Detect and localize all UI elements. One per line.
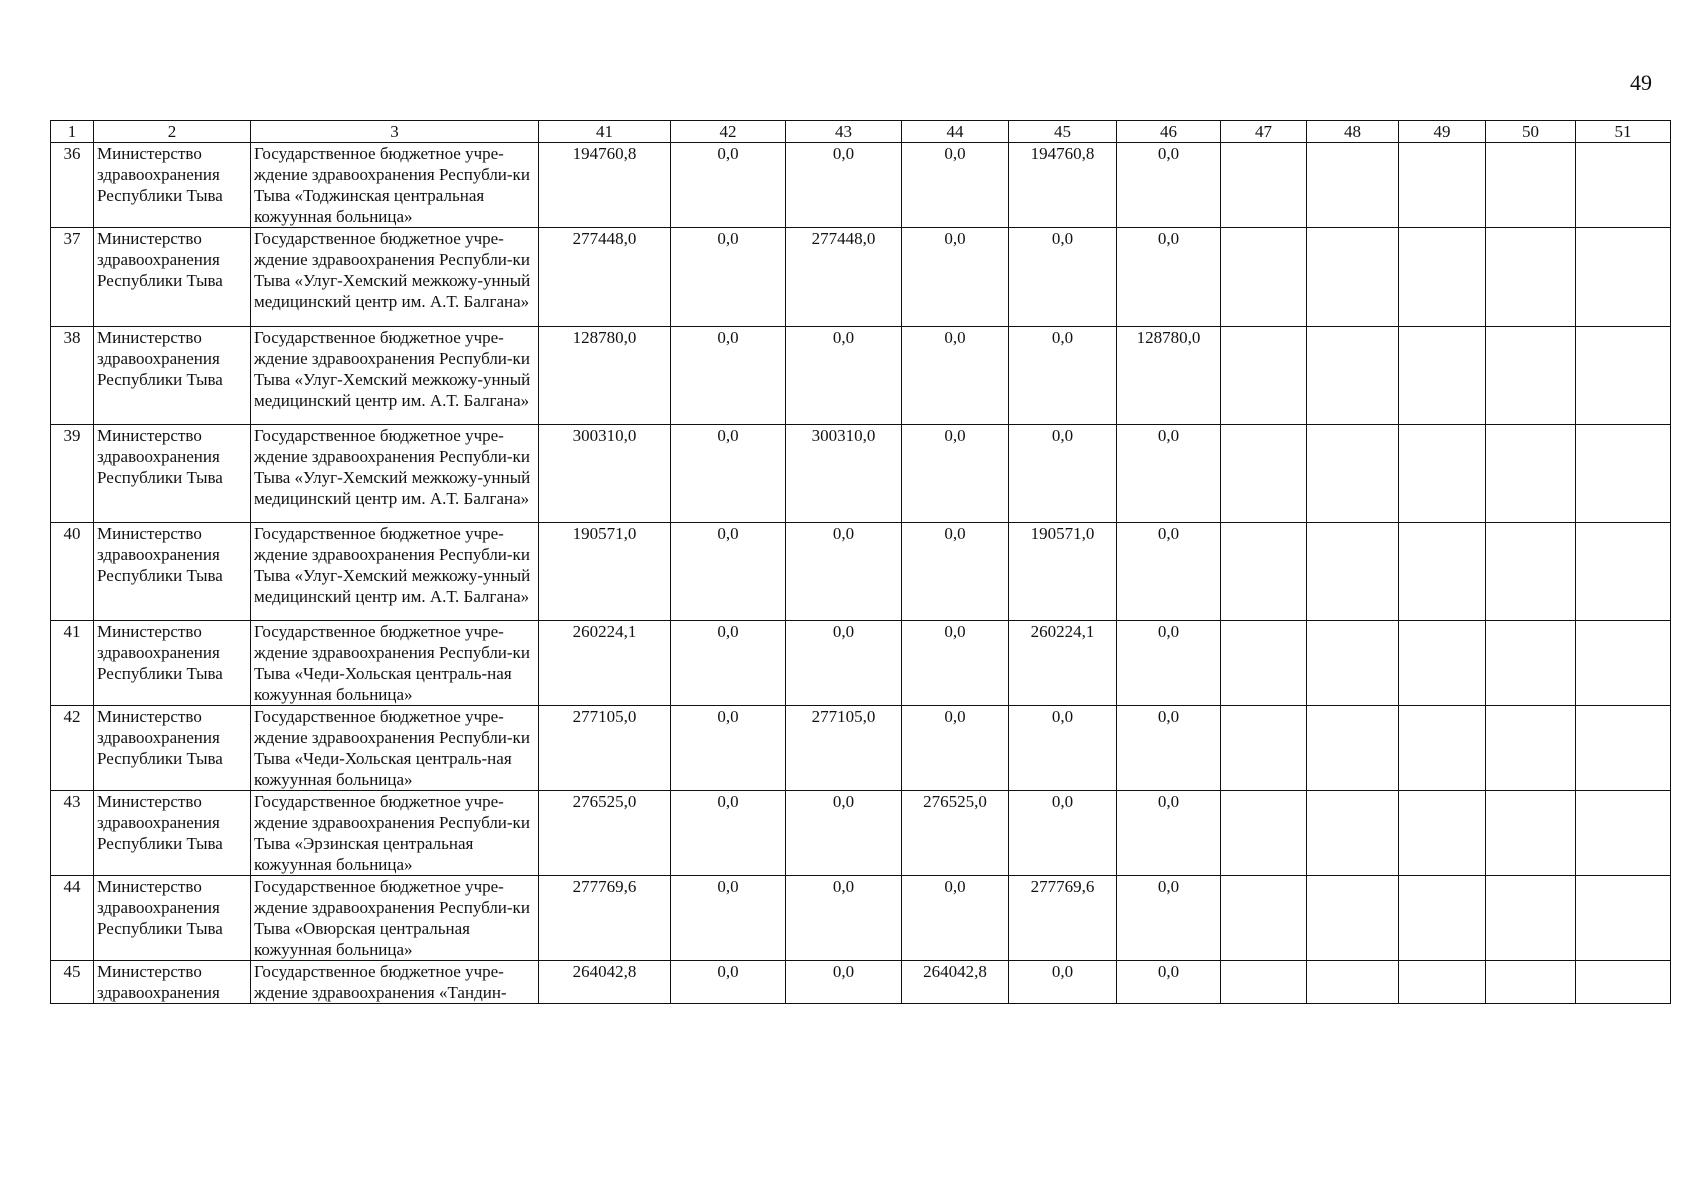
value-cell <box>1307 961 1399 1004</box>
organization-cell: Министерство здравоохранения Республики Тыва <box>94 876 251 961</box>
value-cell <box>1576 523 1671 621</box>
value-cell: 0,0 <box>902 228 1009 327</box>
value-cell: 0,0 <box>1117 228 1221 327</box>
value-cell <box>1486 876 1576 961</box>
row-number: 37 <box>51 228 94 327</box>
value-cell <box>1399 621 1486 706</box>
value-cell: 277448,0 <box>786 228 902 327</box>
value-cell <box>1399 876 1486 961</box>
value-cell <box>1399 425 1486 523</box>
table-row <box>51 876 1671 961</box>
value-cell: 277769,6 <box>1009 876 1117 961</box>
value-cell <box>1307 425 1399 523</box>
column-header: 41 <box>539 121 671 143</box>
value-cell: 300310,0 <box>539 425 671 523</box>
value-cell: 0,0 <box>671 523 786 621</box>
value-cell: 190571,0 <box>539 523 671 621</box>
column-header: 51 <box>1576 121 1671 143</box>
table-row <box>51 327 1671 425</box>
page-number: 49 <box>1630 70 1652 95</box>
value-cell <box>1486 961 1576 1004</box>
row-number: 42 <box>51 706 94 791</box>
table-row <box>51 791 1671 876</box>
value-cell <box>1221 425 1307 523</box>
organization-cell: Министерство здравоохранения Республики Тыва <box>94 791 251 876</box>
value-cell: 0,0 <box>1117 523 1221 621</box>
value-cell: 0,0 <box>1117 706 1221 791</box>
table-row <box>51 961 1671 1004</box>
table-body <box>51 143 1671 1004</box>
institution-cell: Государственное бюджетное учре-ждение здравоохранения Республи-ки Тыва «Улуг-Хемский межкожу-унный медицинский центр им. А.Т. Балгана» <box>251 425 539 523</box>
value-cell: 0,0 <box>1117 425 1221 523</box>
row-number: 39 <box>51 425 94 523</box>
column-header: 47 <box>1221 121 1307 143</box>
value-cell: 277448,0 <box>539 228 671 327</box>
value-cell: 264042,8 <box>539 961 671 1004</box>
value-cell <box>1221 327 1307 425</box>
value-cell <box>1221 706 1307 791</box>
value-cell <box>1307 706 1399 791</box>
value-cell: 277769,6 <box>539 876 671 961</box>
value-cell <box>1576 876 1671 961</box>
value-cell: 0,0 <box>786 621 902 706</box>
table-row <box>51 425 1671 523</box>
value-cell: 0,0 <box>671 228 786 327</box>
organization-cell: Министерство здравоохранения Республики Тыва <box>94 228 251 327</box>
value-cell: 0,0 <box>1117 876 1221 961</box>
value-cell: 0,0 <box>1117 621 1221 706</box>
value-cell: 0,0 <box>902 425 1009 523</box>
table-row <box>51 523 1671 621</box>
value-cell: 194760,8 <box>1009 143 1117 228</box>
value-cell: 264042,8 <box>902 961 1009 1004</box>
value-cell <box>1399 143 1486 228</box>
value-cell: 0,0 <box>671 425 786 523</box>
value-cell: 260224,1 <box>539 621 671 706</box>
row-number: 36 <box>51 143 94 228</box>
row-number: 45 <box>51 961 94 1004</box>
column-header: 48 <box>1307 121 1399 143</box>
value-cell: 0,0 <box>1117 961 1221 1004</box>
value-cell <box>1576 791 1671 876</box>
organization-cell: Министерство здравоохранения Республики Тыва <box>94 621 251 706</box>
row-number: 44 <box>51 876 94 961</box>
value-cell <box>1307 327 1399 425</box>
value-cell: 0,0 <box>1009 706 1117 791</box>
value-cell: 0,0 <box>902 327 1009 425</box>
table-row <box>51 228 1671 327</box>
value-cell <box>1399 327 1486 425</box>
organization-cell: Министерство здравоохранения Республики Тыва <box>94 425 251 523</box>
value-cell: 0,0 <box>1009 327 1117 425</box>
value-cell <box>1576 961 1671 1004</box>
value-cell: 0,0 <box>671 791 786 876</box>
institution-cell: Государственное бюджетное учре-ждение здравоохранения Республи-ки Тыва «Улуг-Хемский межкожу-унный медицинский центр им. А.Т. Балгана» <box>251 327 539 425</box>
value-cell: 0,0 <box>1009 961 1117 1004</box>
column-header: 45 <box>1009 121 1117 143</box>
value-cell <box>1307 791 1399 876</box>
value-cell: 0,0 <box>786 143 902 228</box>
column-header: 49 <box>1399 121 1486 143</box>
value-cell <box>1576 706 1671 791</box>
value-cell <box>1486 143 1576 228</box>
institution-cell: Государственное бюджетное учре-ждение здравоохранения Республи-ки Тыва «Эрзинская центральная кожуунная больница» <box>251 791 539 876</box>
value-cell: 0,0 <box>671 621 786 706</box>
row-number: 38 <box>51 327 94 425</box>
value-cell: 0,0 <box>1117 791 1221 876</box>
value-cell: 0,0 <box>671 876 786 961</box>
value-cell <box>1221 791 1307 876</box>
column-header: 44 <box>902 121 1009 143</box>
organization-cell: Министерство здравоохранения <box>94 961 251 1004</box>
institution-cell: Государственное бюджетное учре-ждение здравоохранения Республи-ки Тыва «Чеди-Хольская централь-ная кожуунная больница» <box>251 706 539 791</box>
value-cell <box>1307 876 1399 961</box>
value-cell: 0,0 <box>671 961 786 1004</box>
value-cell: 0,0 <box>1009 228 1117 327</box>
value-cell <box>1221 523 1307 621</box>
institution-cell: Государственное бюджетное учре-ждение здравоохранения Республи-ки Тыва «Чеди-Хольская централь-ная кожуунная больница» <box>251 621 539 706</box>
value-cell: 276525,0 <box>539 791 671 876</box>
value-cell <box>1486 228 1576 327</box>
value-cell: 128780,0 <box>1117 327 1221 425</box>
column-header: 46 <box>1117 121 1221 143</box>
column-header: 50 <box>1486 121 1576 143</box>
value-cell <box>1307 621 1399 706</box>
value-cell <box>1307 228 1399 327</box>
value-cell: 260224,1 <box>1009 621 1117 706</box>
institution-cell: Государственное бюджетное учре-ждение здравоохранения Республи-ки Тыва «Улуг-Хемский межкожу-унный медицинский центр им. А.Т. Балгана» <box>251 228 539 327</box>
value-cell <box>1486 425 1576 523</box>
organization-cell: Министерство здравоохранения Республики Тыва <box>94 327 251 425</box>
value-cell: 277105,0 <box>539 706 671 791</box>
value-cell: 0,0 <box>902 621 1009 706</box>
value-cell <box>1221 961 1307 1004</box>
institution-cell: Государственное бюджетное учре-ждение здравоохранения Республи-ки Тыва «Овюрская центральная кожуунная больница» <box>251 876 539 961</box>
column-header: 43 <box>786 121 902 143</box>
row-number: 40 <box>51 523 94 621</box>
value-cell <box>1576 143 1671 228</box>
value-cell <box>1221 143 1307 228</box>
value-cell: 194760,8 <box>539 143 671 228</box>
value-cell: 0,0 <box>902 523 1009 621</box>
table-row <box>51 143 1671 228</box>
value-cell: 0,0 <box>671 706 786 791</box>
value-cell <box>1486 523 1576 621</box>
value-cell: 190571,0 <box>1009 523 1117 621</box>
value-cell: 276525,0 <box>902 791 1009 876</box>
value-cell <box>1399 961 1486 1004</box>
value-cell: 128780,0 <box>539 327 671 425</box>
institution-cell: Государственное бюджетное учре-ждение здравоохранения «Тандин- <box>251 961 539 1004</box>
value-cell: 0,0 <box>902 876 1009 961</box>
value-cell: 0,0 <box>671 327 786 425</box>
organization-cell: Министерство здравоохранения Республики Тыва <box>94 706 251 791</box>
value-cell <box>1486 706 1576 791</box>
column-header: 1 <box>51 121 94 143</box>
value-cell: 0,0 <box>1117 143 1221 228</box>
value-cell: 0,0 <box>902 706 1009 791</box>
value-cell <box>1399 791 1486 876</box>
value-cell: 0,0 <box>786 876 902 961</box>
value-cell <box>1399 523 1486 621</box>
value-cell: 300310,0 <box>786 425 902 523</box>
value-cell <box>1307 523 1399 621</box>
organization-cell: Министерство здравоохранения Республики Тыва <box>94 143 251 228</box>
value-cell: 0,0 <box>786 327 902 425</box>
value-cell: 0,0 <box>671 143 786 228</box>
value-cell <box>1576 228 1671 327</box>
value-cell <box>1576 621 1671 706</box>
data-table <box>50 120 1671 1004</box>
institution-cell: Государственное бюджетное учре-ждение здравоохранения Республи-ки Тыва «Тоджинская центральная кожуунная больница» <box>251 143 539 228</box>
value-cell: 277105,0 <box>786 706 902 791</box>
value-cell <box>1399 228 1486 327</box>
value-cell <box>1399 706 1486 791</box>
header-row <box>51 121 1671 143</box>
value-cell <box>1221 621 1307 706</box>
value-cell <box>1486 621 1576 706</box>
value-cell <box>1576 327 1671 425</box>
value-cell <box>1486 327 1576 425</box>
value-cell: 0,0 <box>786 523 902 621</box>
value-cell: 0,0 <box>786 961 902 1004</box>
organization-cell: Министерство здравоохранения Республики Тыва <box>94 523 251 621</box>
value-cell <box>1307 143 1399 228</box>
value-cell <box>1221 228 1307 327</box>
value-cell: 0,0 <box>902 143 1009 228</box>
row-number: 43 <box>51 791 94 876</box>
table-row <box>51 706 1671 791</box>
value-cell: 0,0 <box>1009 791 1117 876</box>
table-row <box>51 621 1671 706</box>
value-cell: 0,0 <box>786 791 902 876</box>
column-header: 2 <box>94 121 251 143</box>
institution-cell: Государственное бюджетное учре-ждение здравоохранения Республи-ки Тыва «Улуг-Хемский межкожу-унный медицинский центр им. А.Т. Балгана» <box>251 523 539 621</box>
column-header: 42 <box>671 121 786 143</box>
value-cell <box>1576 425 1671 523</box>
row-number: 41 <box>51 621 94 706</box>
value-cell <box>1486 791 1576 876</box>
value-cell <box>1221 876 1307 961</box>
column-header: 3 <box>251 121 539 143</box>
value-cell: 0,0 <box>1009 425 1117 523</box>
